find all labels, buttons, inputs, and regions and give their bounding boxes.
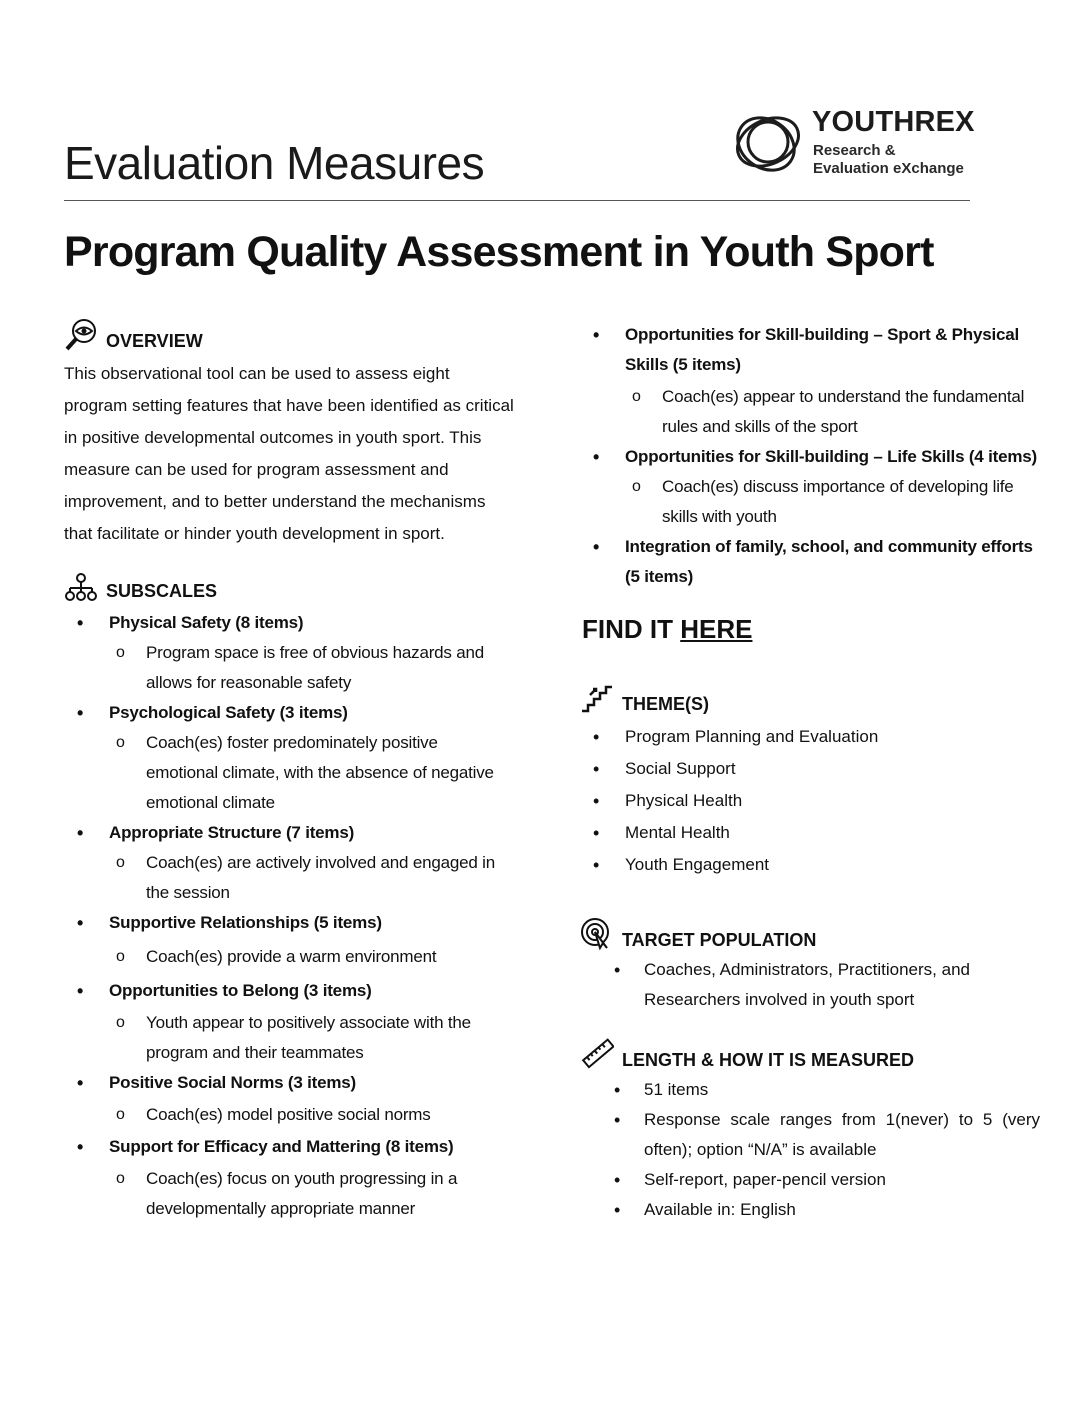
subscale-example: o Program space is free of obvious hazards and allows for reasonable safety bbox=[64, 638, 514, 698]
theme-item: • Physical Health bbox=[580, 785, 1040, 817]
target-population-list bbox=[580, 955, 1040, 1015]
youthrex-orbit-icon bbox=[730, 106, 806, 178]
subscales-list-left bbox=[64, 608, 514, 1224]
subscale-example: o Coach(es) model positive social norms bbox=[64, 1100, 514, 1130]
logo-sub-line1: Research & bbox=[813, 142, 896, 159]
length-heading bbox=[580, 1037, 1040, 1071]
subscale-item: • Supportive Relationships (5 items) o Coach(es) provide a warm environment bbox=[64, 908, 514, 972]
themes-heading-text: THEME(S) bbox=[622, 694, 709, 714]
hierarchy-icon bbox=[64, 572, 98, 602]
ruler-icon bbox=[580, 1037, 614, 1071]
target-population-item: • Coaches, Administrators, Practitioners, and Researchers involved in youth sport bbox=[580, 955, 1040, 1015]
subscale-item: • Opportunities to Belong (3 items) o Youth appear to positively associate with the program and their teammates bbox=[64, 976, 514, 1068]
find-it-prefix: FIND IT bbox=[582, 614, 681, 644]
subscale-item: • Psychological Safety (3 items) o Coach(es) foster predominately positive emotional climate, with the absence of negative emotional climate bbox=[64, 698, 514, 818]
magnifier-eye-icon bbox=[64, 318, 98, 352]
logo-sub-line2: Evaluation eXchange bbox=[813, 160, 964, 177]
logo-subtitle bbox=[813, 142, 964, 178]
length-item: • Available in: English bbox=[580, 1195, 1040, 1225]
youthrex-logo bbox=[730, 106, 975, 178]
logo-name: YOUTHREX bbox=[812, 106, 975, 138]
length-heading-text: LENGTH & HOW IT IS MEASURED bbox=[622, 1050, 914, 1070]
length-item: • Self-report, paper-pencil version bbox=[580, 1165, 1040, 1195]
subscale-example: o Coach(es) are actively involved and engaged in the session bbox=[64, 848, 514, 908]
overview-heading-text: OVERVIEW bbox=[106, 331, 203, 351]
subscale-item: • Integration of family, school, and community efforts (5 items) bbox=[580, 532, 1040, 592]
length-item: • 51 items bbox=[580, 1075, 1040, 1105]
subscales-list-right bbox=[580, 320, 1040, 592]
target-population-heading-text: TARGET POPULATION bbox=[622, 930, 817, 950]
subscale-item: • Appropriate Structure (7 items) o Coach(es) are actively involved and engaged in the session bbox=[64, 818, 514, 908]
length-list bbox=[580, 1075, 1040, 1225]
subscale-example: o Coach(es) appear to understand the fundamental rules and skills of the sport bbox=[580, 382, 1040, 442]
theme-item: • Mental Health bbox=[580, 817, 1040, 849]
themes-list bbox=[580, 721, 1040, 881]
theme-item: • Youth Engagement bbox=[580, 849, 1040, 881]
theme-item: • Program Planning and Evaluation bbox=[580, 721, 1040, 753]
series-title: Evaluation Measures bbox=[64, 137, 485, 189]
subscale-item: • Opportunities for Skill-building – Sport & Physical Skills (5 items) o Coach(es) appear to understand the fundamental rules and skills of the sport bbox=[580, 320, 1040, 442]
subscales-heading-text: SUBSCALES bbox=[106, 581, 218, 601]
stairs-icon bbox=[580, 681, 614, 715]
find-it-link[interactable]: HERE bbox=[680, 614, 753, 644]
subscale-item: • Opportunities for Skill-building – Life Skills (4 items) o Coach(es) discuss importance of developing life skills with youth bbox=[580, 442, 1040, 532]
page-header bbox=[64, 100, 975, 201]
subscales-heading bbox=[64, 572, 514, 602]
find-it-heading bbox=[582, 614, 1040, 645]
subscale-example: o Coach(es) foster predominately positive emotional climate, with the absence of negative emotional climate bbox=[64, 728, 514, 818]
subscale-item: • Positive Social Norms (3 items) o Coach(es) model positive social norms bbox=[64, 1068, 514, 1130]
subscale-example: o Youth appear to positively associate with the program and their teammates bbox=[64, 1008, 514, 1068]
overview-heading bbox=[64, 318, 514, 352]
document-title: Program Quality Assessment in Youth Sport bbox=[64, 228, 934, 276]
subscale-item: • Support for Efficacy and Mattering (8 items) o Coach(es) focus on youth progressing in a developmentally appropriate manner bbox=[64, 1132, 514, 1224]
subscale-item: • Physical Safety (8 items) o Program space is free of obvious hazards and allows for reasonable safety bbox=[64, 608, 514, 698]
target-cursor-icon bbox=[580, 917, 614, 951]
right-column bbox=[580, 320, 1040, 1225]
length-item: • Response scale ranges from 1(never) to 5 (very often); option “N/A” is available bbox=[580, 1105, 1040, 1165]
left-column bbox=[64, 318, 514, 1224]
theme-item: • Social Support bbox=[580, 753, 1040, 785]
overview-text: This observational tool can be used to assess eight program setting features that have been identified as critical in positive developmental outcomes in youth sport. This measure can be used for program assessment and improvement, and to better understand the mechanisms that facilitate or hinder youth development in sport. bbox=[64, 364, 514, 543]
subscale-example: o Coach(es) provide a warm environment bbox=[64, 942, 514, 972]
subscale-example: o Coach(es) discuss importance of developing life skills with youth bbox=[580, 472, 1040, 532]
themes-heading bbox=[580, 681, 1040, 715]
subscale-example: o Coach(es) focus on youth progressing in a developmentally appropriate manner bbox=[64, 1164, 514, 1224]
target-population-heading bbox=[580, 917, 1040, 951]
